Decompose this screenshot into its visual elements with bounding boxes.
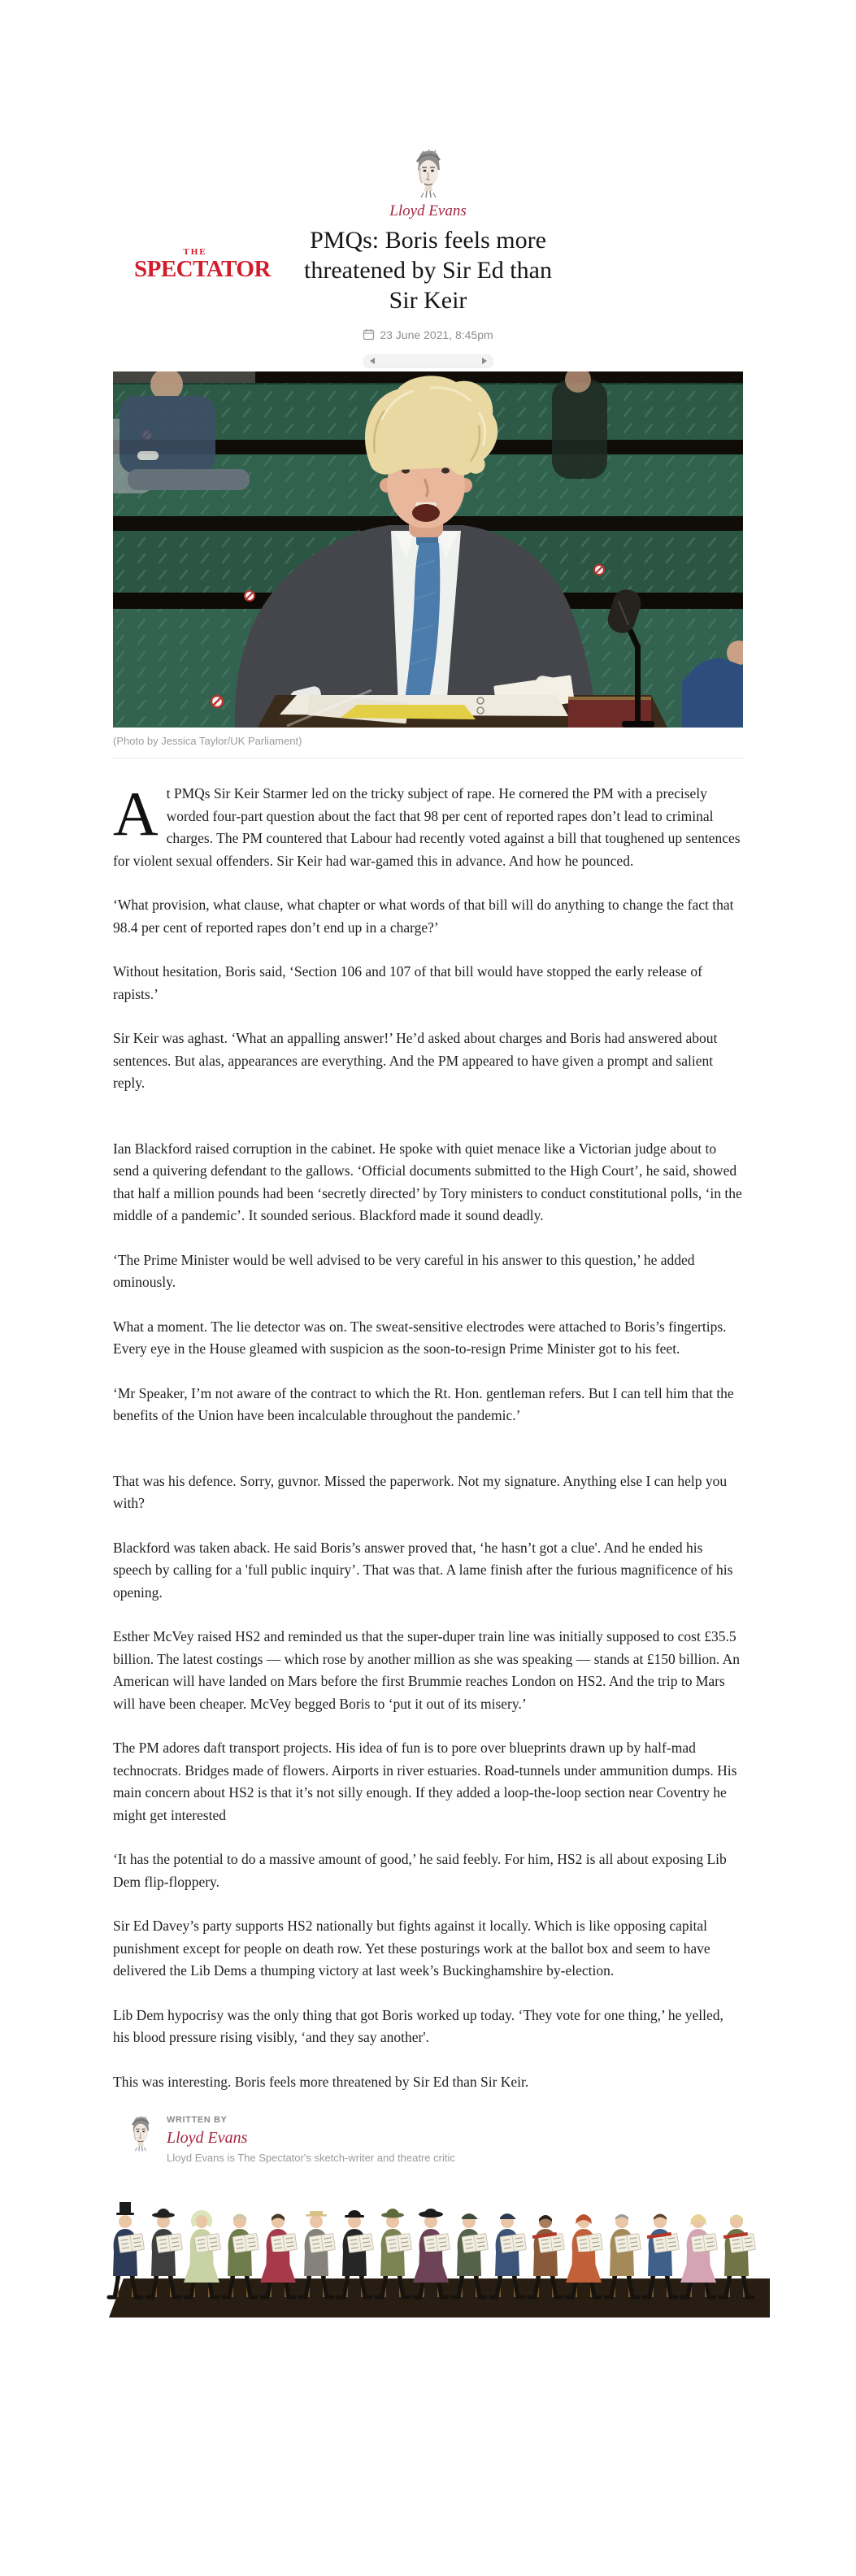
author-avatar[interactable] [410,149,447,199]
article-title [241,225,615,315]
article-column [113,149,743,2164]
article-paragraph: Lib Dem hypocrisy was the only thing that got Boris worked up today. ‘They vote for one thing,’ he yelled, his blood pressure rising visibly, ‘and they say another'. [113,2006,723,2045]
title-line: Sir Keir [389,287,467,314]
article-paragraph: ‘The Prime Minister would be well advised to be very careful in his answer to this question,’ he added ominously. [113,1251,695,1290]
embed-spacer [113,1449,743,1470]
article-paragraph [113,779,743,872]
article-paragraph: What a moment. The lie detector was on. The sweat-sensitive electrodes were attached to Boris’s fingertips. Every eye in the House gleamed with suspicion as the soon-to-resign Prime Minister got to his feet. [113,1318,727,1357]
written-by-label: WRITTEN BY [167,2115,228,2125]
article-paragraph: ‘Mr Speaker, I’m not aware of the contract to which the Rt. Hon. gentleman refers. But I can tell him that the benefits of the Union have been incalculable throughout the pandemic.’ [113,1384,734,1423]
article-paragraph: The PM adores daft transport projects. His idea of fun is to pore over blueprints drawn up by half-mad technocrats. Bridges made of flowers. Airports in river estuaries. Road-tunnels under ammunition dumps. His main concern about HS2 is that it’s not silly enough. If they added a loop-the-loop section near Coventry he might get interested [113,1740,737,1823]
article-paragraph: This was interesting. Boris feels more threatened by Sir Ed than Sir Keir. [113,2073,529,2090]
logo-the-text: THE [183,247,207,257]
article-photo [113,371,743,728]
article-paragraph: ‘What provision, what clause, what chapter or what words of that bill will do anything to change the fact that 98.4 per cent of reported rapes don’t end up in a charge?’ [113,897,734,936]
author-link[interactable]: Lloyd Evans [389,202,467,219]
title-line: PMQs: Boris feels more [310,227,546,254]
drop-cap: A [113,779,159,849]
author-caricature-image [410,149,447,199]
spectator-readers-banner-illustration [86,2201,770,2318]
logo-name-text: SPECTATOR [134,256,271,282]
article-paragraph: Without hesitation, Boris said, ‘Section 106 and 107 of that bill would have stopped the early release of rapists.’ [113,963,702,1002]
publish-date-row [113,328,743,341]
photo-caption: (Photo by Jessica Taylor/UK Parliament) [113,735,302,747]
article-paragraph: Sir Ed Davey’s party supports HS2 nationally but fights against it locally. Which is like opposing capital punishment except for people on death row. Yet these posturings work at the ballot box and seem to have delivered the Lib Dems a thumping victory at last week’s Buckinghamshire by-election. [113,1918,710,1979]
boris-johnson-photo-illustration [113,371,743,728]
carousel-prev-button[interactable] [370,358,375,364]
article-paragraph: Blackford was taken aback. He said Boris’s answer proved that, ‘he hasn’t got a clue'. And he ended his speech by calling for a 'full public inquiry’. That was that. A lame finish after the furious magnificence of his opening. [113,1539,733,1601]
author-bio: Lloyd Evans is The Spectator's sketch-writer and theatre critic [167,2152,455,2164]
image-carousel-nav [363,354,493,368]
written-by-author-link[interactable]: Lloyd Evans [167,2129,248,2147]
article-paragraph: Esther McVey raised HS2 and reminded us that the super-duper train line was initially supposed to cost £35.5 billion. The latest costings — which rose by another million as she was speaking — stands at £150 billion. An American will have landed on Mars before the first Brummie reaches London on HS2. And the trip to Mars will have been cheaper. McVey begged Boris to ‘put it out of its misery.’ [113,1628,741,1712]
spectator-article-page [0,149,856,2576]
article-body [113,779,743,2093]
publish-date: 23 June 2021, 8:45pm [380,328,493,341]
article-paragraph: Sir Keir was aghast. ‘What an appalling answer!’ He’d asked about charges and Boris had answered about sentences. But alas, appearances are everything. And the PM appeared to have given a prompt and salient reply. [113,1030,718,1091]
article-paragraph: Ian Blackford raised corruption in the cabinet. He spoke with quiet menace like a Victorian judge about to send a quivering defendant to the gallows. ‘Official documents submitted to the High Court’, he said, showed that half a million pounds had been ‘secretly directed’ by Tory ministers to conduct constitutional polls, ‘in the middle of a pandemic’. It sounded serious. Blackford made it sound deadly. [113,1140,742,1223]
author-caricature-image [128,2115,154,2152]
title-line: threatened by Sir Ed than [304,257,552,284]
written-by-block [113,2115,743,2164]
author-avatar-small[interactable] [128,2115,154,2152]
paragraph-text: t PMQs Sir Keir Starmer led on the tricky subject of rape. He cornered the PM with a precisely worded four-part question about the fact that 98 per cent of reported rapes don’t lead to criminal charges. The PM countered that Labour had recently voted against a bill that toughened up sentences for violent sexual offenders. Sir Keir had war-gamed this in advance. And how he pounced. [113,785,741,869]
calendar-icon [363,328,375,341]
embed-spacer [113,1117,743,1138]
article-paragraph: ‘It has the potential to do a massive amount of good,’ he said feebly. For him, HS2 is all about exposing Lib Dem flip-floppery. [113,1851,727,1890]
carousel-next-button[interactable] [482,358,487,364]
article-paragraph: That was his defence. Sorry, guvnor. Missed the paperwork. Not my signature. Anything else I can help you with? [113,1472,728,1511]
